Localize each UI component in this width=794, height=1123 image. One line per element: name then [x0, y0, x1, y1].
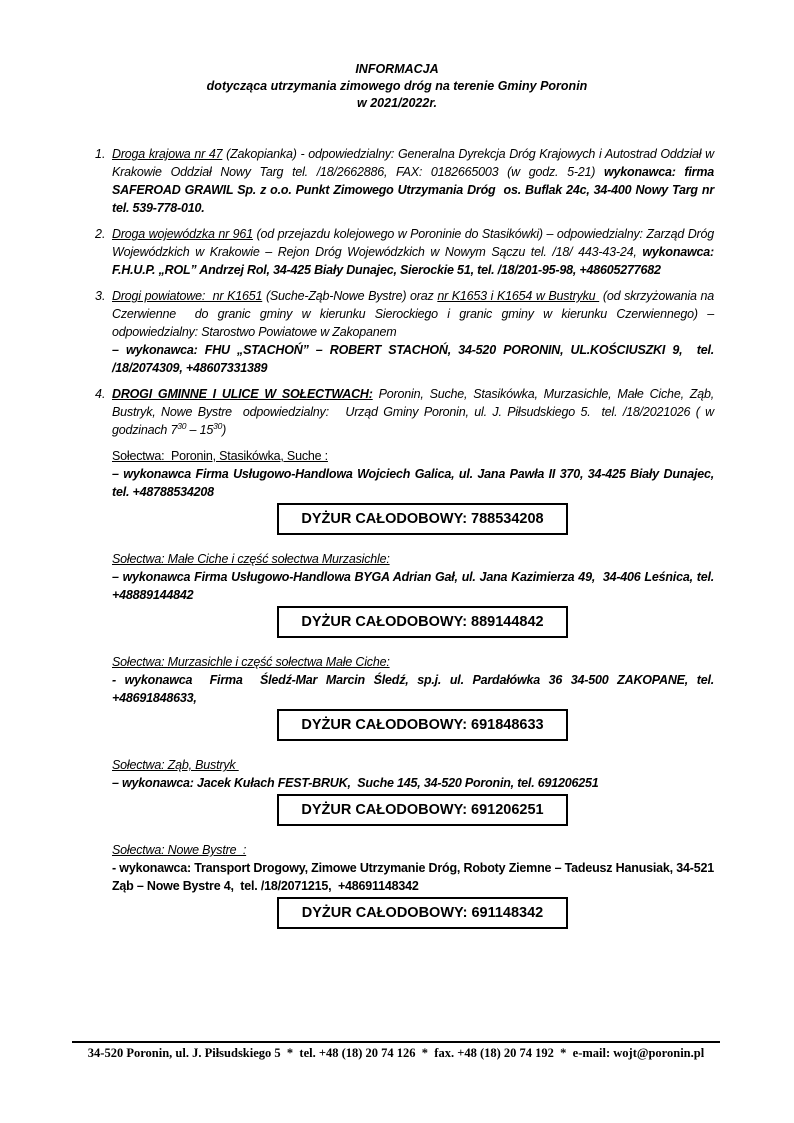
duty-phone-box: [277, 794, 568, 826]
duty-phone-label: DYŻUR CAŁODOBOWY: 691148342: [301, 905, 544, 921]
contractor-line: – wykonawca Firma Usługowo-Handlowa Wojciech Galica, ul. Jana Pawła II 370, 34-425 Biały Dunajec, tel. +48788534208: [112, 467, 714, 499]
footer-contact-line: 34-520 Poronin, ul. J. Piłsudskiego 5 * tel. +48 (18) 20 74 126 * fax. +48 (18) 20 74 192 * e-mail: wojt@poronin.pl: [87, 1046, 705, 1060]
superscript: 30: [177, 420, 187, 431]
document-title-block: [0, 0, 794, 112]
section-heading-gminne: DROGI GMINNE I ULICE W SOŁECTWACH:: [112, 387, 373, 401]
item-text: Droga krajowa nr 47 (Zakopianka) - odpowiedzialny: Generalna Dyrekcja Dróg Krajowych i Autostrad Oddział w Krakowie Oddział Nowy Targ tel. /18/2662886, FAX: 0182665003 (w godz. 5-21) wykonawca: firma SAFEROAD GRAWIL Sp. z o.o. Punkt Zimowego Utrzymania Dróg os. Buflak 24c, 34-400 Nowy Targ nr tel. 539-778-010.: [112, 147, 715, 215]
contractor-line: – wykonawca Firma Usługowo-Handlowa BYGA Adrian Gał, ul. Jana Kazimierza 49, 34-406 Leśnica, tel. +48889144842: [112, 570, 714, 602]
duty-phone-box: [277, 503, 568, 535]
document-subtitle-year: w 2021/2022r.: [357, 96, 437, 110]
duty-phone-label: DYŻUR CAŁODOBOWY: 691848633: [301, 717, 544, 733]
duty-phone-box: [277, 709, 568, 741]
road-list-item-4: [95, 385, 714, 439]
item-number: 3.: [95, 289, 106, 303]
solectwo-section-3: [112, 653, 714, 741]
page-footer: [72, 1041, 720, 1061]
road-name: nr K1653 i K1654 w Bustryku: [437, 289, 600, 303]
road-list-item-2: [95, 225, 714, 279]
contractor-line: – wykonawca: Jacek Kułach FEST-BRUK, Suche 145, 34-520 Poronin, tel. 691206251: [112, 776, 599, 790]
item-number: 1.: [95, 147, 106, 161]
solectwo-section-1: [112, 447, 714, 535]
road-list: [95, 145, 714, 439]
item-text: Droga wojewódzka nr 961 (od przejazdu kolejowego w Poroninie do Stasikówki) – odpowiedzialny: Zarząd Dróg Wojewódzkich w Krakowie – Rejon Dróg Wojewódzkich w Nowym Sączu tel. /18/ 443-43-24, wykonawca: F.H.U.P. „ROL” Andrzej Rol, 34-425 Biały Dunajec, Sierockie 51, tel. /18/201-95-98, +48605277682: [112, 227, 714, 277]
duty-phone-label: DYŻUR CAŁODOBOWY: 691206251: [301, 802, 544, 818]
contractor-info: wykonawca: F.H.U.P. „ROL” Andrzej Rol, 34-425 Biały Dunajec, Sierockie 51, tel. /18/201-95-98, +48605277682: [112, 245, 714, 277]
solectwo-heading: Sołectwa: Poronin, Stasikówka, Suche :: [112, 449, 328, 463]
road-list-item-1: [95, 145, 714, 217]
road-name: Drogi powiatowe: nr K1651: [112, 289, 263, 303]
superscript: 30: [213, 420, 223, 431]
duty-phone-label: DYŻUR CAŁODOBOWY: 889144842: [301, 614, 544, 630]
contractor-info: wykonawca: firma SAFEROAD GRAWIL Sp. z o.o. Punkt Zimowego Utrzymania Dróg os. Buflak 24c, 34-400 Nowy Targ nr tel. 539-778-010.: [112, 165, 715, 215]
road-name: Droga krajowa nr 47: [112, 147, 223, 161]
solectwo-section-4: [112, 756, 714, 826]
solectwo-section-5: [112, 841, 714, 929]
contractor-line: - wykonawca: Transport Drogowy, Zimowe Utrzymanie Dróg, Roboty Ziemne – Tadeusz Hanusiak, 34-521 Ząb – Nowe Bystre 4, tel. /18/2071215, +48691148342: [112, 861, 714, 893]
item-text: Drogi powiatowe: nr K1651 (Suche-Ząb-Nowe Bystre) oraz nr K1653 i K1654 w Bustryku (od skrzyżowania na Czerwienne do granic gminy w kierunku Sierockiego i granic gminy w kierunku Czerwiennego) – odpowiedzialny: Starostwo Powiatowe w Zakopanem: [112, 289, 714, 339]
item-text: DROGI GMINNE I ULICE W SOŁECTWACH: Poronin, Suche, Stasikówka, Murzasichle, Małe Ciche, Ząb, Bustryk, Nowe Bystre odpowiedzialny: Urząd Gminy Poronin, ul. J. Piłsudskiego 5. tel. /18/2021026 ( w godzinach $7^{30} - 15^{30}$): [112, 387, 714, 437]
solectwa-sections: [112, 447, 714, 929]
document-title: INFORMACJA: [355, 62, 439, 76]
item-number: 4.: [95, 387, 106, 401]
road-name: Droga wojewódzka nr 961: [112, 227, 253, 241]
duty-phone-box: [277, 897, 568, 929]
solectwo-heading: Sołectwa: Nowe Bystre :: [112, 843, 247, 857]
solectwo-heading: Sołectwa: Murzasichle i część sołectwa Małe Ciche:: [112, 655, 390, 669]
road-list-item-3: [95, 287, 714, 377]
duty-phone-label: DYŻUR CAŁODOBOWY: 788534208: [301, 511, 544, 527]
contractor-line: - wykonawca Firma Śledź-Mar Marcin Śledź, sp.j. ul. Pardałówka 36 34-500 ZAKOPANE, tel. +48691848633,: [112, 673, 714, 705]
document-body: [95, 145, 714, 929]
item-text: [112, 341, 714, 377]
solectwo-heading: Sołectwa: Małe Ciche i część sołectwa Murzasichle:: [112, 552, 390, 566]
solectwo-section-2: [112, 550, 714, 638]
duty-phone-box: [277, 606, 568, 638]
contractor-info: – wykonawca: FHU „STACHOŃ” – ROBERT STACHOŃ, 34-520 PORONIN, UL.KOŚCIUSZKI 9, tel. /18/2074309, +48607331389: [112, 343, 714, 375]
solectwo-heading: Sołectwa: Ząb, Bustryk: [112, 758, 239, 772]
document-subtitle: dotycząca utrzymania zimowego dróg na terenie Gminy Poronin: [206, 79, 588, 93]
item-number: 2.: [95, 227, 106, 241]
